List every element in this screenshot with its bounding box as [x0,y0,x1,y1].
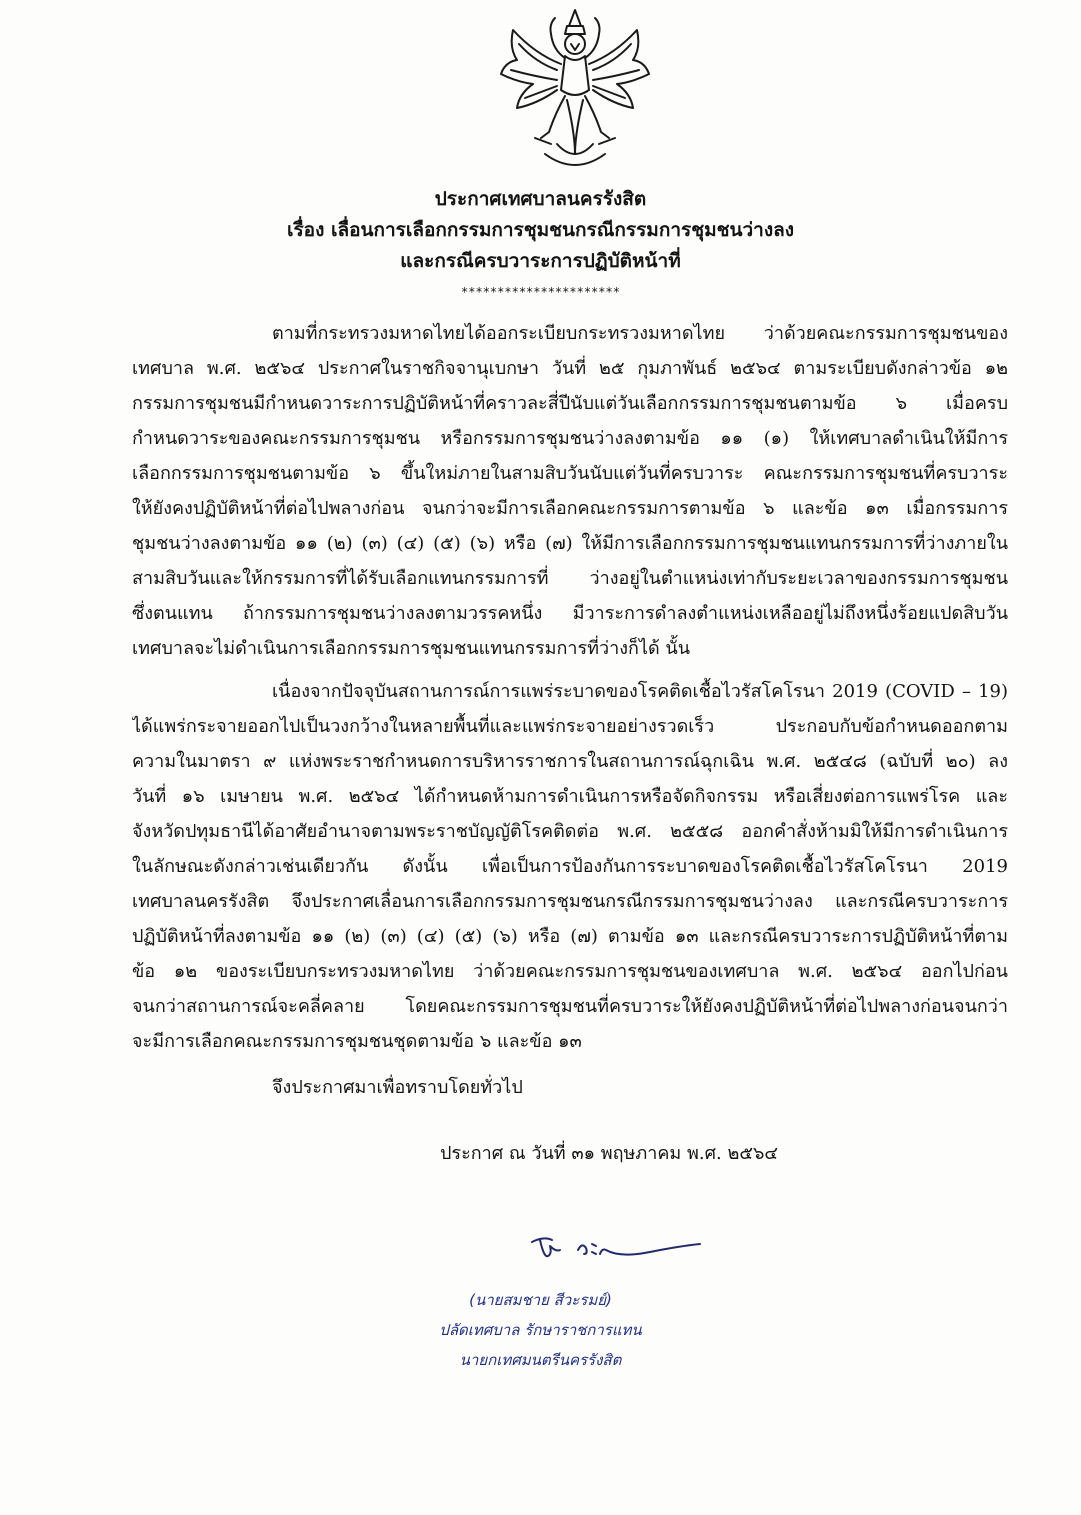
paragraph2-line: ข้อ ๑๒ ของระเบียบกระทรวงมหาดไทย ว่าด้วยคณะกรรมการชุมชนของเทศบาล พ.ศ. ๒๕๖๔ ออกไปก่อน [132,961,1008,982]
paragraph1-line: เลือกกรรมการชุมชนตามข้อ ๖ ขึ้นใหม่ภายในสามสิบวันนับแต่วันที่ครบวาระ คณะกรรมการชุมชนที่ครบวาระ [132,463,1008,484]
paragraph1-line: สามสิบวันและให้กรรมการที่ได้รับเลือกแทนกรรมการที่ ว่างอยู่ในตำแหน่งเท่ากับระยะเวลาของกรรมการชุมชน [132,568,1008,589]
paragraph1-line: กรรมการชุมชนมีกำหนดวาระการปฏิบัติหน้าที่คราวละสี่ปีนับแต่วันเลือกกรรมการชุมชนตามข้อ ๖ เมื่อครบ [132,393,1008,414]
paragraph2-line: เนื่องจากปัจจุบันสถานการณ์การแพร่ระบาดของโรคติดเชื้อไวรัสโคโรนา 2019 (COVID – 19) [272,681,1008,702]
paragraph2-line: จนกว่าสถานการณ์จะคลี่คลาย โดยคณะกรรมการชุมชนที่ครบวาระให้ยังคงปฏิบัติหน้าที่ต่อไปพลางก่อนจนกว่า [132,996,1008,1017]
paragraph1-line: ตามที่กระทรวงมหาดไทยได้ออกระเบียบกระทรวงมหาดไทย ว่าด้วยคณะกรรมการชุมชนของ [272,323,1008,344]
asterisk-divider: ********************** [461,285,620,299]
paragraph1-line: กำหนดวาระของคณะกรรมการชุมชน หรือกรรมการชุมชนว่างลงตามข้อ ๑๑ (๑) ให้เทศบาลดำเนินให้มีการ [132,428,1008,449]
paragraph1-line: ชุมชนว่างลงตามข้อ ๑๑ (๒) (๓) (๔) (๕) (๖) หรือ (๗) ให้มีการเลือกกรรมการชุมชนแทนกรรมการที่ว่างภายใน [132,533,1008,554]
paragraph2-line: ปฏิบัติหน้าที่ลงตามข้อ ๑๑ (๒) (๓) (๔) (๕) (๖) หรือ (๗) ตามข้อ ๑๓ และกรณีครบวาระการปฏิบัติหน้าที่ตาม [132,926,1008,947]
garuda-emblem-icon [495,4,655,176]
handwritten-signature-icon [530,1228,710,1268]
closing-statement: จึงประกาศมาเพื่อทราบโดยทั่วไป [272,1077,523,1098]
paragraph1-line: เทศบาล พ.ศ. ๒๕๖๔ ประกาศในราชกิจจานุเบกษา วันที่ ๒๕ กุมภาพันธ์ ๒๕๖๔ ตามระเบียบดังกล่าวข้อ ๑๒ [132,358,1008,379]
paragraph2-line: ได้แพร่กระจายออกไปเป็นวงกว้างในหลายพื้นที่และแพร่กระจายอย่างรวดเร็ว ประกอบกับข้อกำหนดออกตาม [132,716,1008,737]
paragraph1-line: ซึ่งตนแทน ถ้ากรรมการชุมชนว่างลงตามวรรคหนึ่ง มีวาระการดำลงตำแหน่งเหลืออยู่ไม่ถึงหนึ่งร้อยแปดสิบวัน [132,603,1008,624]
announcement-title: ประกาศเทศบาลนครรังสิต [434,188,647,210]
paragraph2-line: จังหวัดปทุมธานีได้อาศัยอำนาจตามพระราชบัญญัติโรคติดต่อ พ.ศ. ๒๕๕๘ ออกคำสั่งห้ามมิให้มีการดำเนินการ [132,821,1008,842]
paragraph2-line: เทศบาลนครรังสิต จึงประกาศเลื่อนการเลือกกรรมการชุมชนกรณีกรรมการชุมชนว่างลง และกรณีครบวาระการ [132,891,1008,912]
paragraph1-line: ให้ยังคงปฏิบัติหน้าที่ต่อไปพลางก่อน จนกว่าจะมีการเลือกคณะกรรมการตามข้อ ๖ และข้อ ๑๓ เมื่อกรรมการ [132,498,1008,519]
paragraph2-line: ในลักษณะดังกล่าวเช่นเดียวกัน ดังนั้น เพื่อเป็นการป้องกันการระบาดของโรคติดเชื้อไวรัสโคโรนา 2019 [132,856,1008,877]
signatory-position-2: นายกเทศมนตรีนครรังสิต [459,1351,622,1369]
announcement-date: ประกาศ ณ วันที่ ๓๑ พฤษภาคม พ.ศ. ๒๕๖๔ [440,1143,779,1164]
signatory-position-1: ปลัดเทศบาล รักษาราชการแทน [439,1321,642,1339]
paragraph1-line: เทศบาลจะไม่ดำเนินการเลือกกรรมการชุมชนแทนกรรมการที่ว่างก็ได้ นั้น [132,638,691,659]
paragraph2-line: ความในมาตรา ๙ แห่งพระราชกำหนดการบริหารราชการในสถานการณ์ฉุกเฉิน พ.ศ. ๒๕๔๘ (ฉบับที่ ๒๐) ลง [132,751,1008,772]
paragraph2-line: จะมีการเลือกคณะกรรมการชุมชนชุดตามข้อ ๖ และข้อ ๑๓ [132,1031,582,1052]
announcement-subject-line-2: และกรณีครบวาระการปฏิบัติหน้าที่ [400,250,681,272]
signatory-name: (นายสมชาย สีวะรมย์) [469,1291,612,1309]
paragraph2-line: วันที่ ๑๖ เมษายน พ.ศ. ๒๕๖๔ ได้กำหนดห้ามการดำเนินการหรือจัดกิจกรรม หรือเสี่ยงต่อการแพร่โรค และ [132,786,1008,807]
announcement-subject-line-1: เรื่อง เลื่อนการเลือกกรรมการชุมชนกรณีกรรมการชุมชนว่างลง [286,219,795,241]
